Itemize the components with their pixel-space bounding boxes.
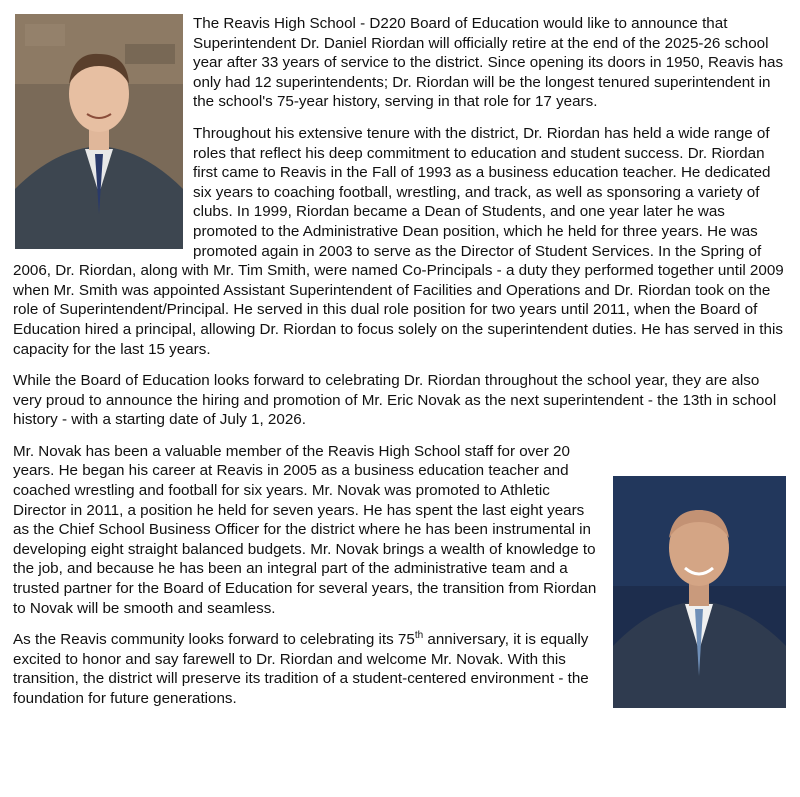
paragraph-novak-career: Mr. Novak has been a valuable member of the Reavis High School staff for over 20 years. He began his career at Reavis in 2005 as a business education teacher and coached wrestling and football for six years. Mr. Novak was promoted to Athletic Director in 2011, a position he held for seven years. He has spent the last eight years as the Chief School Business Officer for the district where he has been instrumental in developing eight straight balanced budgets. Mr. Novak brings a wealth of knowledge to the job, and because he has been an integral part of the administrative team and a trusted partner for the Board of Education for several years, the transition from Riordan to Novak will be smooth and seamless. — [13, 442, 597, 617]
riordan-photo-spacer — [13, 14, 193, 256]
closing-text-end: anniversary, it is equally excited to honor and say farewell to Dr. Riordan and welcome Mr. Novak. With this transition, the district will preserve its tradition of a student-centered environment - the foundation for future generations. — [13, 631, 589, 707]
article-body — [13, 14, 788, 721]
closing-text-start: As the Reavis community looks forward to celebrating its 75 — [13, 631, 415, 649]
paragraph-announcement: The Reavis High School - D220 Board of Education would like to announce that Superintendent Dr. Daniel Riordan will officially retire at the end of the 2025-26 school year after 33 years of service to the district. Since opening its doors in 1950, Reavis has only had 12 superintendents; Dr. Riordan will be the longest tenured superintendent in the school's 75-year history, serving in that role for 17 years. — [193, 15, 784, 111]
novak-photo-spacer — [600, 442, 788, 680]
closing-superscript: th — [414, 630, 424, 642]
paragraph-riordan-career: Throughout his extensive tenure with the district, Dr. Riordan has held a wide range of roles that reflect his deep commitment to education and student success. Dr. Riordan first came to Reavis in the Fall of 1993 as a business education teacher. He dedicated six years to coaching football, wrestling, and track, as well as sponsoring a variety of clubs. In 1999, Riordan became a Dean of Students, and one year later he was promoted to the Administrative Dean position, which he held for three years. He was promoted again in 2003 to serve as the Director of Student Services. In the Spring of 2006, Dr. Riordan, along with Mr. Tim Smith, were named Co-Principals - a duty they performed together until 2009 when Mr. Smith was appointed Assistant Superintendent of Facilities and Operations and Dr. Riordan took on the role of Superintendent/Principal. He served in this dual role position for two years until 2011, when the Board of Education hired a principal, allowing Dr. Riordan to focus solely on the superintendent duties. He has served in this capacity for the last 15 years. — [13, 124, 784, 358]
paragraph-novak-announcement: While the Board of Education looks forward to celebrating Dr. Riordan throughout the school year, they are also very proud to announce the hiring and promotion of Mr. Eric Novak as the next superintendent - the 13th in school history - with a starting date of July 1, 2026. — [13, 372, 777, 429]
